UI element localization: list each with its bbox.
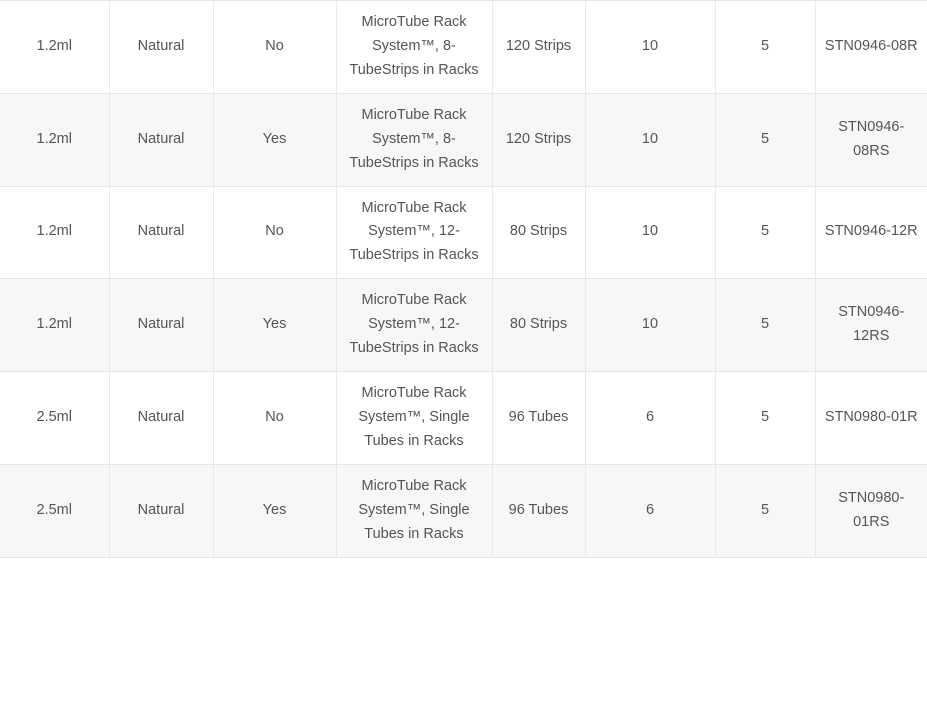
cell-packs-per-case: 10 — [585, 1, 715, 94]
cell-quantity: 96 Tubes — [492, 372, 585, 465]
cell-color: Natural — [109, 279, 213, 372]
cell-sterile: Yes — [213, 93, 336, 186]
cell-description: MicroTube Rack System™, Single Tubes in Racks — [336, 464, 492, 557]
cell-description: MicroTube Rack System™, 12-TubeStrips in Racks — [336, 279, 492, 372]
cell-cases: 5 — [715, 464, 815, 557]
cell-sterile: Yes — [213, 279, 336, 372]
table-row — [0, 372, 927, 465]
cell-color: Natural — [109, 372, 213, 465]
cell-volume: 2.5ml — [0, 372, 109, 465]
cell-part-number: STN0946-12RS — [815, 279, 927, 372]
cell-quantity: 120 Strips — [492, 1, 585, 94]
cell-packs-per-case: 6 — [585, 464, 715, 557]
cell-part-number: STN0946-08RS — [815, 93, 927, 186]
cell-volume: 1.2ml — [0, 1, 109, 94]
cell-cases: 5 — [715, 186, 815, 279]
cell-description: MicroTube Rack System™, Single Tubes in Racks — [336, 372, 492, 465]
cell-cases: 5 — [715, 1, 815, 94]
table-row — [0, 279, 927, 372]
cell-cases: 5 — [715, 279, 815, 372]
table-row — [0, 93, 927, 186]
cell-color: Natural — [109, 186, 213, 279]
table-body — [0, 1, 927, 558]
cell-volume: 1.2ml — [0, 186, 109, 279]
cell-quantity: 120 Strips — [492, 93, 585, 186]
cell-description: MicroTube Rack System™, 8-TubeStrips in Racks — [336, 1, 492, 94]
cell-part-number: STN0980-01RS — [815, 464, 927, 557]
table-row — [0, 464, 927, 557]
cell-description: MicroTube Rack System™, 12-TubeStrips in Racks — [336, 186, 492, 279]
cell-cases: 5 — [715, 93, 815, 186]
cell-color: Natural — [109, 1, 213, 94]
cell-sterile: No — [213, 1, 336, 94]
cell-volume: 1.2ml — [0, 279, 109, 372]
cell-packs-per-case: 10 — [585, 93, 715, 186]
cell-volume: 2.5ml — [0, 464, 109, 557]
cell-packs-per-case: 6 — [585, 372, 715, 465]
cell-color: Natural — [109, 464, 213, 557]
cell-cases: 5 — [715, 372, 815, 465]
cell-sterile: No — [213, 186, 336, 279]
cell-description: MicroTube Rack System™, 8-TubeStrips in Racks — [336, 93, 492, 186]
cell-quantity: 80 Strips — [492, 186, 585, 279]
cell-packs-per-case: 10 — [585, 186, 715, 279]
cell-part-number: STN0946-08R — [815, 1, 927, 94]
table-row — [0, 186, 927, 279]
cell-part-number: STN0946-12R — [815, 186, 927, 279]
cell-packs-per-case: 10 — [585, 279, 715, 372]
cell-color: Natural — [109, 93, 213, 186]
cell-sterile: Yes — [213, 464, 336, 557]
cell-part-number: STN0980-01R — [815, 372, 927, 465]
cell-quantity: 96 Tubes — [492, 464, 585, 557]
cell-quantity: 80 Strips — [492, 279, 585, 372]
cell-sterile: No — [213, 372, 336, 465]
table-row — [0, 1, 927, 94]
cell-volume: 1.2ml — [0, 93, 109, 186]
